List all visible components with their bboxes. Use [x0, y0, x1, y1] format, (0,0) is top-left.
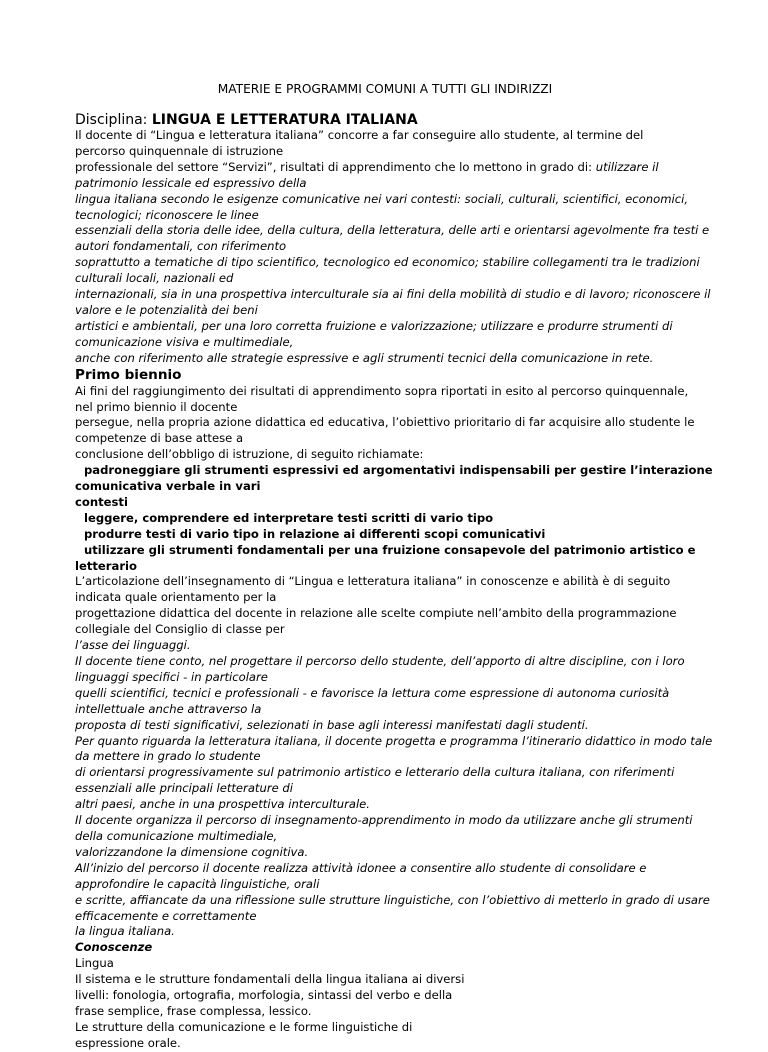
text-line: artistici e ambientali, per una loro corretta fruizione e valorizzazione; utilizzare e produrre strumenti di: [75, 318, 673, 333]
text-line: tecnologici; riconoscere le linee: [75, 207, 259, 222]
text-line: L’articolazione dell’insegnamento di “Lingua e letteratura italiana” in conoscenze e abilità è di seguito: [75, 574, 671, 589]
competence-item-cont: letterario: [75, 558, 137, 573]
section-heading-conoscenze: Conoscenze: [75, 940, 153, 955]
text-line: persegue, nella propria azione didattica ed educativa, l’obiettivo prioritario di far acquisire allo studente le: [75, 415, 695, 430]
text-line: soprattutto a tematiche di tipo scientifico, tecnologico ed economico; stabilire collegamenti tra le tradizioni: [75, 255, 700, 270]
competence-item: padroneggiare gli strumenti espressivi ed argomentativi indispensabili per gestire l’interazione: [84, 463, 713, 478]
text-line: Il sistema e le strutture fondamentali della lingua italiana ai diversi: [75, 972, 465, 987]
text-span-italic: utilizzare il: [595, 159, 659, 174]
text-line: collegiale del Consiglio di classe per: [75, 622, 285, 637]
text-line: Ai fini del raggiungimento dei risultati di apprendimento sopra riportati in esito al percorso quinquennale,: [75, 383, 689, 398]
text-line: [75, 160, 715, 176]
text-line: livelli: fonologia, ortografia, morfologia, sintassi del verbo e della: [75, 988, 453, 1003]
text-line: All’inizio del percorso il docente realizza attività idonee a consentire allo studente di consolidare e: [75, 860, 647, 875]
text-line: lingua italiana secondo le esigenze comunicative nei vari contesti: sociali, culturali, scientifici, economici,: [75, 191, 689, 206]
text-line: progettazione didattica del docente in relazione alle scelte compiute nell’ambito della programmazione: [75, 606, 677, 621]
discipline-name: LINGUA E LETTERATURA ITALIANA: [151, 112, 418, 128]
text-line: da mettere in grado lo studente: [75, 749, 261, 764]
text-line: della comunicazione multimediale,: [75, 828, 278, 843]
text-line: essenziali della storia delle idee, della cultura, della letteratura, delle arti e orientarsi agevolmente fra testi e: [75, 223, 710, 238]
knowledge-block: [75, 956, 715, 1051]
text-line: proposta di testi significativi, selezionati in base agli interessi manifestati dagli studenti.: [75, 717, 589, 732]
text-line: autori fondamentali, con riferimento: [75, 239, 287, 254]
text-line: culturali locali, nazionali ed: [75, 271, 234, 286]
competence-item: produrre testi di vario tipo in relazione ai differenti scopi comunicativi: [84, 526, 546, 541]
text-line: Il docente organizza il percorso di insegnamento-apprendimento in modo da utilizzare anche gli strumenti: [75, 813, 693, 828]
text-line: valore e le potenzialità dei beni: [75, 302, 258, 317]
competence-item-cont: comunicativa verbale in vari: [75, 479, 261, 494]
text-line: internazionali, sia in una prospettiva interculturale sia ai fini della mobilità di studio e di lavoro; riconoscere il: [75, 287, 711, 302]
text-line: Il docente tiene conto, nel progettare il percorso dello studente, dell’apporto di altre discipline, con i loro: [75, 654, 685, 668]
text-line: quelli scientifici, tecnici e professionali - e favorisce la lettura come espressione di autonoma curiosità: [75, 685, 670, 700]
text-line: espressione orale.: [75, 1035, 181, 1050]
text-line: percorso quinquennale di istruzione: [75, 143, 284, 158]
section-heading-primo-biennio: Primo biennio: [75, 366, 182, 383]
intro-paragraph: [75, 128, 715, 367]
text-line: valorizzandone la dimensione cognitiva.: [75, 844, 309, 859]
competences-list: [75, 463, 715, 574]
text-line: linguaggi specifici - in particolare: [75, 669, 268, 684]
competence-item: utilizzare gli strumenti fondamentali per una fruizione consapevole del patrimonio artistico e: [84, 542, 696, 557]
text-line: anche con riferimento alle strategie espressive e agli strumenti tecnici della comunicazione in rete.: [75, 350, 654, 365]
competence-item-cont: contesti: [75, 494, 128, 509]
text-line: conclusione dell’obbligo di istruzione, di seguito richiamate:: [75, 447, 424, 462]
discipline-heading: [75, 112, 418, 129]
text-line: competenze di base attese a: [75, 431, 244, 446]
text-line: altri paesi, anche in una prospettiva interculturale.: [75, 797, 370, 812]
articulation-paragraph: [75, 574, 715, 940]
text-line: indicata quale orientamento per la: [75, 590, 277, 605]
page-title: MATERIE E PROGRAMMI COMUNI A TUTTI GLI INDIRIZZI: [217, 82, 553, 96]
text-line: patrimonio lessicale ed espressivo della: [75, 175, 307, 190]
subheading-lingua: Lingua: [75, 956, 114, 971]
text-line: e scritte, affiancate da una riflessione sulle strutture linguistiche, con l’obiettivo di metterlo in grado di usare: [75, 892, 710, 907]
text-line: di orientarsi progressivamente sul patrimonio artistico e letterario della cultura italiana, con riferimenti: [75, 765, 675, 780]
text-line: approfondire le capacità linguistiche, orali: [75, 876, 320, 891]
text-line: comunicazione visiva e multimediale,: [75, 334, 294, 349]
discipline-label: Disciplina:: [75, 112, 148, 128]
text-line: l’asse dei linguaggi.: [75, 638, 191, 653]
text-line: Il docente di “Lingua e letteratura italiana” concorre a far conseguire allo studente, al termine del: [75, 128, 644, 142]
text-line: intellettuale anche attraverso la: [75, 701, 262, 716]
text-line: la lingua italiana.: [75, 924, 175, 939]
text-line: essenziali alle principali letterature di: [75, 781, 293, 796]
biennio-paragraph: [75, 384, 715, 464]
text-line: Le strutture della comunicazione e le forme linguistiche di: [75, 1019, 413, 1034]
competence-item: leggere, comprendere ed interpretare testi scritti di vario tipo: [84, 510, 494, 525]
text-line: nel primo biennio il docente: [75, 399, 238, 414]
text-line: efficacemente e correttamente: [75, 908, 257, 923]
text-line: frase semplice, frase complessa, lessico.: [75, 1003, 312, 1018]
text-line: Per quanto riguarda la letteratura italiana, il docente progetta e programma l’itinerario didattico in modo tale: [75, 733, 713, 748]
text-span: professionale del settore “Servizi”, risultati di apprendimento che lo mettono in grado di:: [75, 159, 596, 174]
document-body: [75, 128, 715, 1052]
